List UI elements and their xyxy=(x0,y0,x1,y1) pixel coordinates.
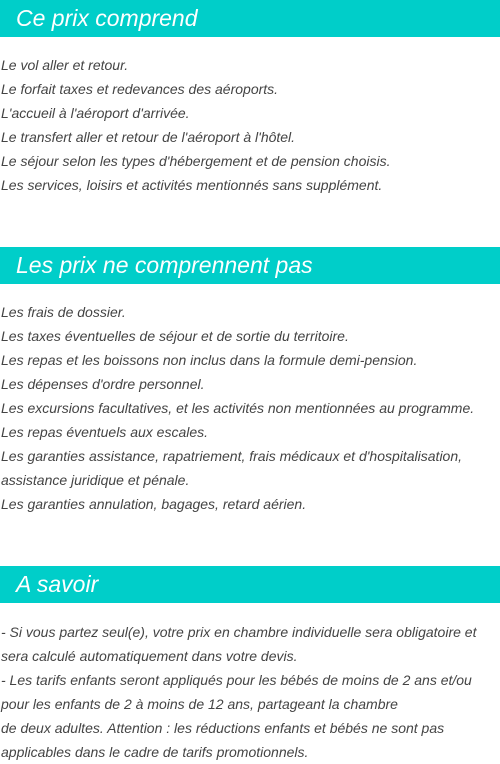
list-item: Les taxes éventuelles de séjour et de sortie du territoire. xyxy=(1,328,349,344)
list-item: Les services, loisirs et activités mentionnés sans supplément. xyxy=(1,177,383,193)
list-item: Les garanties annulation, bagages, retard aérien. xyxy=(1,496,307,512)
price-includes-list xyxy=(0,53,500,197)
section-header-good-to-know: A savoir xyxy=(0,566,500,603)
section-header-price-excludes: Les prix ne comprennent pas xyxy=(0,247,500,284)
list-item: L'accueil à l'aéroport d'arrivée. xyxy=(1,105,190,121)
list-item: Le vol aller et retour. xyxy=(1,57,129,73)
list-item: de deux adultes. Attention : les réductions enfants et bébés ne sont pas applicables dans le cadre de tarifs promotionnels. xyxy=(1,720,445,760)
list-item: Les dépenses d'ordre personnel. xyxy=(1,376,205,392)
list-item: Le transfert aller et retour de l'aéroport à l'hôtel. xyxy=(1,129,296,145)
good-to-know-list xyxy=(0,620,500,764)
list-item: Les excursions facultatives, et les activités non mentionnées au programme. xyxy=(1,400,475,416)
list-item: Les garanties assistance, rapatriement, frais médicaux et d'hospitalisation, assistance juridique et pénale. xyxy=(1,448,463,488)
list-item: Les frais de dossier. xyxy=(1,304,126,320)
list-item: - Les tarifs enfants seront appliqués pour les bébés de moins de 2 ans et/ou pour les enfants de 2 à moins de 12 ans, partageant la chambre xyxy=(1,672,472,712)
list-item: - Si vous partez seul(e), votre prix en chambre individuelle sera obligatoire et sera calculé automatiquement dans votre devis. xyxy=(1,624,477,664)
list-item: Les repas et les boissons non inclus dans la formule demi-pension. xyxy=(1,352,418,368)
price-excludes-list xyxy=(0,300,500,516)
list-item: Le séjour selon les types d'hébergement et de pension choisis. xyxy=(1,153,391,169)
section-header-price-includes: Ce prix comprend xyxy=(0,0,500,37)
list-item: Le forfait taxes et redevances des aéroports. xyxy=(1,81,279,97)
list-item: Les repas éventuels aux escales. xyxy=(1,424,209,440)
